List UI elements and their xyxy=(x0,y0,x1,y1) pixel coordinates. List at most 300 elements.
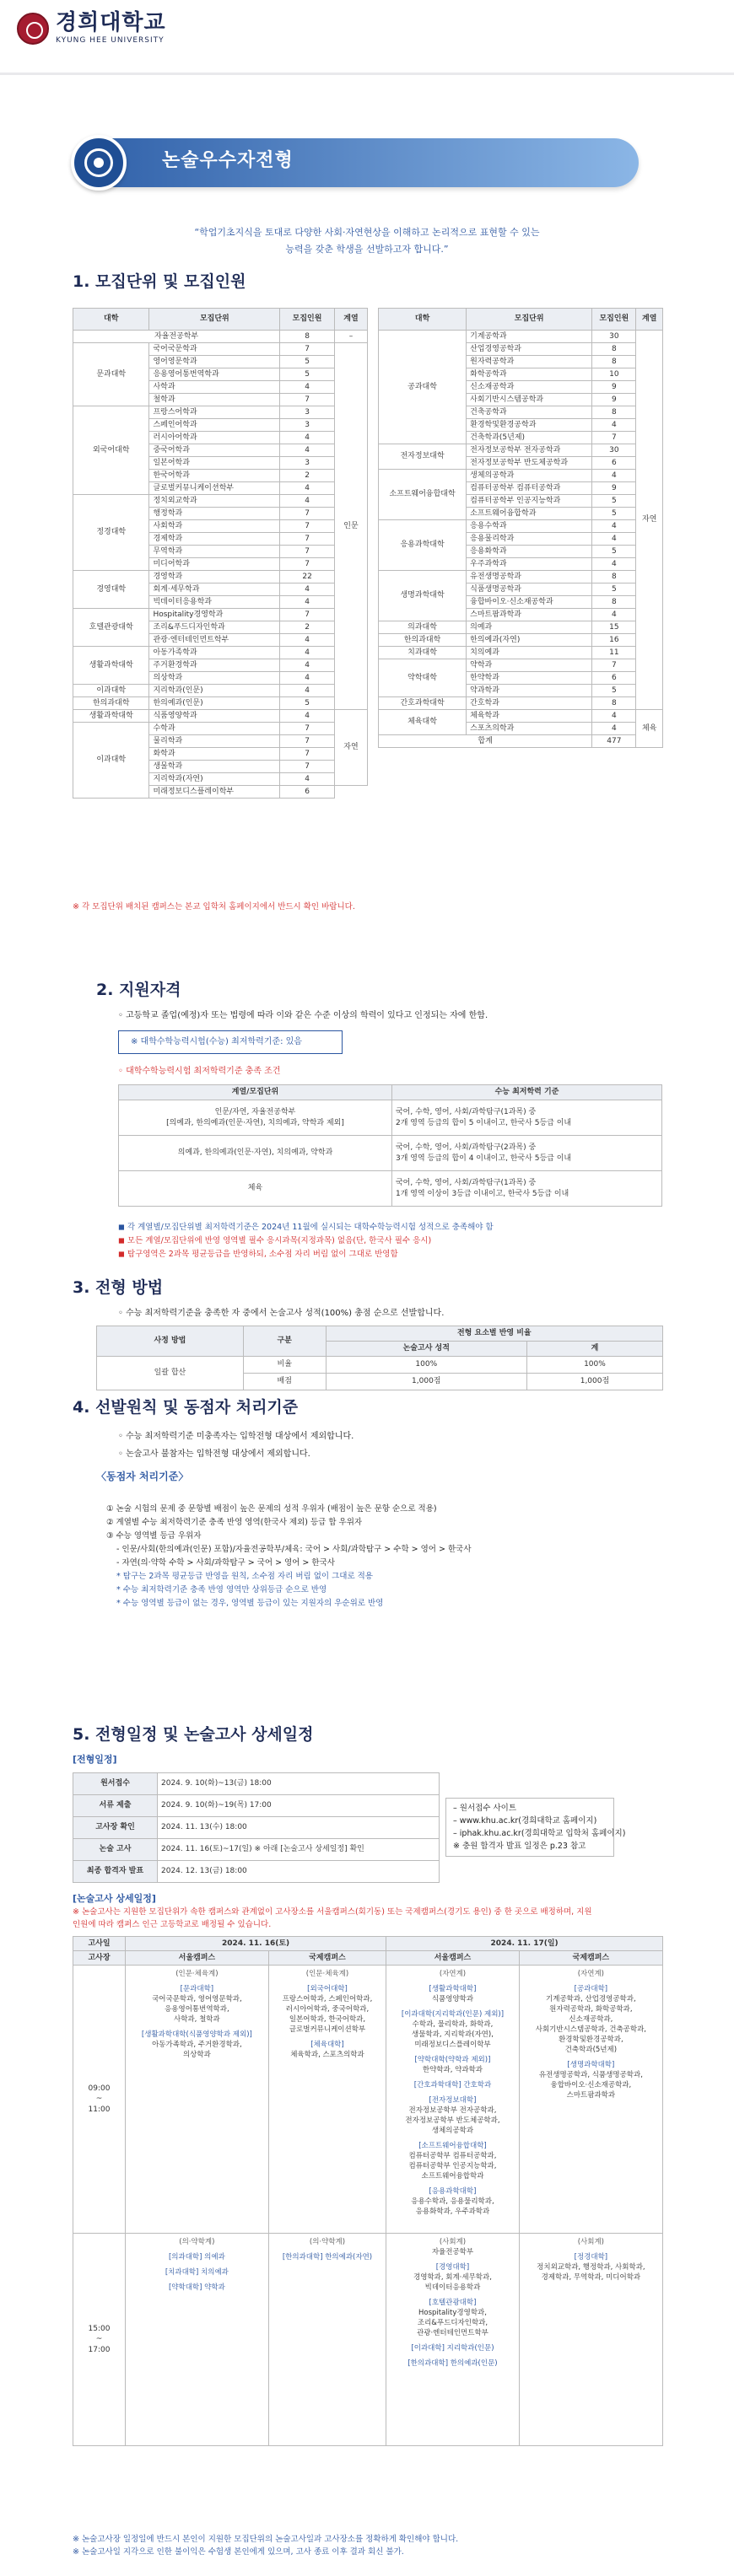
exam-room-line: [치과대학] 치의예과 xyxy=(165,2268,229,2277)
table-row xyxy=(73,1966,663,2234)
table-row xyxy=(97,1357,663,1374)
table-row xyxy=(379,697,663,710)
schedule-label: 서류 제출 xyxy=(73,1795,158,1817)
department-cell: 수학과 xyxy=(149,723,280,735)
quota-cell: 4 xyxy=(280,444,335,457)
exam-room-line: [이과대학(지리학과(인문) 제외)] xyxy=(401,2010,505,2019)
column-header: 대학 xyxy=(73,309,149,331)
quota-cell: 6 xyxy=(592,672,636,685)
quota-cell: 5 xyxy=(592,583,636,596)
time-cell: 15:00 ~ 17:00 xyxy=(73,2234,126,2446)
time-cell: 09:00 ~ 11:00 xyxy=(73,1966,126,2234)
exam-room-line: [간호과학대학] 간호학과 xyxy=(413,2081,492,2089)
table-row xyxy=(379,735,663,748)
table-row xyxy=(73,331,368,343)
column-header: 계 xyxy=(526,1342,662,1357)
quota-cell: 7 xyxy=(280,609,335,621)
tie-break-item: - 인문/사회(한의예과(인문) 포함)/자율전공학부/체육: 국어 > 사회/과학탐구 > 수학 > 영어 > 한국사 xyxy=(116,1545,472,1554)
quota-cell: 9 xyxy=(592,394,636,406)
exam-room-line: 식품영양학과 xyxy=(431,1995,474,2003)
department-cell: 컴퓨터공학부 인공지능학과 xyxy=(467,495,592,508)
quota-cell: 7 xyxy=(280,343,335,356)
department-cell: 조리&푸드디자인학과 xyxy=(149,621,280,634)
quota-cell: 7 xyxy=(280,558,335,571)
column-header: 모집인원 xyxy=(592,309,636,331)
exam-room-line: (자연계) xyxy=(439,1970,467,1978)
quota-cell: 8 xyxy=(280,331,335,343)
table-row xyxy=(73,710,368,723)
column-header: 서울캠퍼스 xyxy=(126,1951,269,1966)
quota-cell: 5 xyxy=(280,356,335,368)
exam-room-line: (의·약학계) xyxy=(309,2238,346,2246)
exam-room-cell xyxy=(519,1966,662,2234)
table-row xyxy=(379,647,663,659)
department-cell: 치의예과 xyxy=(467,647,592,659)
department-cell: 응용영어통번역학과 xyxy=(149,368,280,381)
tie-break-item: ② 계열별 수능 최저학력기준 충족 반영 영역(한국사 제외) 등급 합 우위자 xyxy=(106,1518,363,1527)
table-row xyxy=(379,444,663,457)
column-header: 논술고사 성적 xyxy=(326,1342,526,1357)
college-cell: 치과대학 xyxy=(379,647,467,659)
intro-line: 능력을 갖춘 학생을 선발하고자 합니다.” xyxy=(285,244,449,255)
department-cell: 의상학과 xyxy=(149,672,280,685)
department-cell: 영어영문학과 xyxy=(149,356,280,368)
value-cell: 100% xyxy=(526,1357,662,1374)
table-row xyxy=(379,621,663,634)
exam-room-line: (의·약학계) xyxy=(179,2238,215,2246)
department-cell: 한의예과(자연) xyxy=(467,634,592,647)
university-seal-icon xyxy=(17,13,49,45)
exam-room-line: 아동가족학과, 주거환경학과, 의상학과 xyxy=(152,2041,242,2059)
exam-room-line: [생명과학대학] xyxy=(567,2061,615,2069)
department-cell: 소프트웨어융합학과 xyxy=(467,508,592,520)
section-1-title: 1. 모집단위 및 모집인원 xyxy=(73,272,246,291)
exam-room-line: [약학대학(약학과 제외)] xyxy=(414,2056,491,2064)
tie-break-heading: 〈동점자 처리기준〉 xyxy=(96,1471,189,1482)
college-cell: 응용과학대학 xyxy=(379,520,467,571)
quota-cell: 8 xyxy=(592,571,636,583)
quota-cell: 7 xyxy=(592,659,636,672)
table-row xyxy=(73,1795,440,1817)
exam-room-cell xyxy=(126,1966,269,2234)
quota-cell: 4 xyxy=(592,710,636,723)
table-row xyxy=(73,697,368,710)
department-cell: 철학과 xyxy=(149,394,280,406)
department-cell: 국어국문학과 xyxy=(149,343,280,356)
exam-room-line: [정경대학] xyxy=(574,2253,608,2261)
exam-room-line: (사회계) xyxy=(439,2238,467,2246)
criteria-cell: 국어, 수학, 영어, 사회/과학탐구(2과목) 중 3개 영역 등급의 합이 4 이내이고, 한국사 5등급 이내 xyxy=(391,1136,661,1171)
department-cell: 사학과 xyxy=(149,381,280,394)
quota-cell: 7 xyxy=(280,394,335,406)
csat-note: ◼ 모든 계열/모집단위에 반영 영역별 필수 응시과목(지정과목) 없음(단, 한국사 필수 응시) xyxy=(118,1236,432,1245)
exam-room-line: 컴퓨터공학부 컴퓨터공학과, 컴퓨터공학부 인공지능학과, 소프트웨어융합학과 xyxy=(408,2152,497,2181)
department-cell: 생물학과 xyxy=(149,761,280,773)
csat-minimum-box: ※ 대학수학능력시험(수능) 최저학력기준: 있음 xyxy=(118,1030,343,1054)
table-row xyxy=(73,495,368,508)
section-2-title: 2. 지원자격 xyxy=(96,981,181,999)
quota-table-left xyxy=(73,308,368,799)
department-cell: 글로벌커뮤니케이션학부 xyxy=(149,482,280,495)
department-cell: 간호학과 xyxy=(467,697,592,710)
quota-cell: 5 xyxy=(592,546,636,558)
college-cell: 합계 xyxy=(379,735,592,748)
department-cell: 기계공학과 xyxy=(467,331,592,343)
department-cell: 응용물리학과 xyxy=(467,533,592,546)
table-header-row xyxy=(73,1951,663,1966)
quota-cell: 7 xyxy=(280,748,335,761)
department-cell: 약학과 xyxy=(467,659,592,672)
column-header: 국제캠퍼스 xyxy=(519,1951,662,1966)
quota-cell: 4 xyxy=(592,723,636,735)
college-cell: 이과대학 xyxy=(73,685,149,697)
exam-room-cell xyxy=(126,2234,269,2446)
quota-cell: 10 xyxy=(592,368,636,381)
exam-detail-heading: [논술고사 상세일정] xyxy=(73,1893,156,1904)
column-header: 2024. 11. 17(일) xyxy=(386,1937,663,1951)
quota-cell: 5 xyxy=(592,508,636,520)
table-row xyxy=(379,710,663,723)
department-cell: 식품생명공학과 xyxy=(467,583,592,596)
college-cell: 생명과학대학 xyxy=(379,571,467,621)
tie-break-remark: * 탐구는 2과목 평균등급 반영을 원칙, 소수점 자리 버림 없이 그대로 적용 xyxy=(116,1572,373,1581)
title-banner xyxy=(73,138,639,187)
college-cell: 생활과학대학 xyxy=(73,710,149,723)
schedule-label: 논술 고사 xyxy=(73,1839,158,1861)
college-cell: 생활과학대학 xyxy=(73,647,149,685)
quota-cell: 4 xyxy=(592,419,636,432)
table-row xyxy=(73,2234,663,2446)
quota-cell: 4 xyxy=(280,432,335,444)
track-cell: 체육 xyxy=(636,710,663,748)
tie-break-remark: * 수능 최저학력기준 충족 반영 영역만 상위등급 순으로 반영 xyxy=(116,1585,327,1595)
department-cell: 경영학과 xyxy=(149,571,280,583)
exam-room-line: [이과대학] 지리학과(인문) xyxy=(411,2344,494,2353)
criteria-cell: 국어, 수학, 영어, 사회/과학탐구(1과목) 중 2개 영역 등급의 합이 5 이내이고, 한국사 5등급 이내 xyxy=(391,1100,661,1136)
track-cell: 자연 xyxy=(636,331,663,710)
quota-cell: 4 xyxy=(592,520,636,533)
value-cell: 1,000점 xyxy=(526,1374,662,1390)
department-cell: 생체의공학과 xyxy=(467,470,592,482)
college-cell: 약학대학 xyxy=(379,659,467,697)
lion-icon xyxy=(84,148,113,177)
department-cell: 응용수학과 xyxy=(467,520,592,533)
header-divider xyxy=(0,73,734,75)
value-cell: 100% xyxy=(326,1357,526,1374)
logo-english: KYUNG HEE UNIVERSITY xyxy=(56,36,165,45)
eligibility-text: ◦ 고등학교 졸업(예정)자 또는 법령에 따라 이와 같은 수준 이상의 학력이 있다고 인정되는 자에 한함. xyxy=(118,1011,488,1020)
department-cell: 약과학과 xyxy=(467,685,592,697)
exam-room-line: [체육대학] xyxy=(310,2041,344,2049)
department-cell: 러시아어학과 xyxy=(149,432,280,444)
quota-cell: 4 xyxy=(280,773,335,786)
exam-room-line: [한의과대학] 한의예과(인문) xyxy=(407,2359,498,2368)
university-logo[interactable] xyxy=(17,12,166,46)
department-cell: 물리학과 xyxy=(149,735,280,748)
college-cell: 정경대학 xyxy=(73,495,149,571)
exam-footnote: ※ 논술고사장 일정일에 반드시 본인이 지원한 모집단위의 논술고사일과 고사장소를 정확하게 확인해야 합니다. xyxy=(73,2535,459,2544)
department-cell: 전자정보공학부 전자공학과 xyxy=(467,444,592,457)
exam-room-cell xyxy=(386,1966,520,2234)
quota-cell: 6 xyxy=(592,457,636,470)
table-row xyxy=(73,1817,440,1839)
exam-room-line: (자연계) xyxy=(577,1970,604,1978)
department-cell: 사회학과 xyxy=(149,520,280,533)
track-cell: 체육 xyxy=(119,1171,392,1207)
quota-cell: 7 xyxy=(280,508,335,520)
csat-note: ◼ 탐구영역은 2과목 평균등급을 반영하되, 소수점 자리 버림 없이 그대로 반영함 xyxy=(118,1250,398,1259)
track-cell: 인문 xyxy=(334,343,367,710)
department-cell: 건축학과(5년제) xyxy=(467,432,592,444)
quota-cell: 4 xyxy=(592,558,636,571)
department-cell: 중국어학과 xyxy=(149,444,280,457)
logo-korean: 경희대학교 xyxy=(56,10,166,35)
table-row xyxy=(73,1861,440,1883)
department-cell: Hospitality경영학과 xyxy=(149,609,280,621)
exam-room-cell xyxy=(268,2234,386,2446)
column-header: 사정 방법 xyxy=(97,1326,244,1357)
department-cell: 회계·세무학과 xyxy=(149,583,280,596)
track-cell: – xyxy=(334,331,367,343)
college-cell: 경영대학 xyxy=(73,571,149,609)
quota-cell: 4 xyxy=(280,583,335,596)
department-cell: 무역학과 xyxy=(149,546,280,558)
section-4-title: 4. 선발원칙 및 동점자 처리기준 xyxy=(73,1398,299,1417)
selection-method-text: ◦ 수능 최저학력기준을 충족한 자 중에서 논술고사 성적(100%) 총점 순으로 선발합니다. xyxy=(118,1309,445,1318)
exam-room-line: Hospitality경영학과, 조리&푸드디자인학과, 관광·엔터테인먼트학부 xyxy=(417,2309,488,2337)
department-cell: 건축공학과 xyxy=(467,406,592,419)
exam-room-cell xyxy=(268,1966,386,2234)
exam-room-line: 전자정보공학부 전자공학과, 전자정보공학부 반도체공학과, 생체의공학과 xyxy=(405,2106,500,2135)
exam-room-line: (인문·체육계) xyxy=(305,1970,349,1978)
column-header: 대학 xyxy=(379,309,467,331)
department-cell: 지리학과(인문) xyxy=(149,685,280,697)
department-cell: 미디어학과 xyxy=(149,558,280,571)
exam-room-cell xyxy=(386,2234,520,2446)
quota-cell: 4 xyxy=(280,381,335,394)
table-row xyxy=(379,520,663,533)
quota-cell: 4 xyxy=(280,685,335,697)
table-row xyxy=(119,1171,662,1207)
schedule-value: 2024. 11. 13(수) 18:00 xyxy=(158,1817,440,1839)
quota-cell: 4 xyxy=(592,470,636,482)
college-cell: 체육대학 xyxy=(379,710,467,735)
schedule-value: 2024. 12. 13(금) 18:00 xyxy=(158,1861,440,1883)
exam-footnotes xyxy=(73,2533,458,2558)
quota-cell: 8 xyxy=(592,596,636,609)
quota-cell: 5 xyxy=(592,685,636,697)
column-header: 서울캠퍼스 xyxy=(386,1951,520,1966)
quota-cell: 4 xyxy=(280,647,335,659)
department-cell: 산업경영공학과 xyxy=(467,343,592,356)
department-cell: 화학과 xyxy=(149,748,280,761)
track-cell: 자연 xyxy=(334,710,367,786)
department-cell: 우주과학과 xyxy=(467,558,592,571)
csat-notes xyxy=(118,1221,494,1261)
column-header: 수능 최저학력 기준 xyxy=(391,1085,661,1100)
exam-room-line: [호텔관광대학] xyxy=(429,2299,477,2307)
department-cell: 관광·엔터테인먼트학부 xyxy=(149,634,280,647)
exam-room-line: [의과대학] 의예과 xyxy=(168,2253,225,2261)
department-cell: 컴퓨터공학부 컴퓨터공학과 xyxy=(467,482,592,495)
application-site-line: ※ 충원 합격자 발표 일정은 p.23 참고 xyxy=(453,1842,586,1851)
intro-quote xyxy=(127,224,607,258)
college-cell: 전자정보대학 xyxy=(379,444,467,470)
quota-cell: 16 xyxy=(592,634,636,647)
quota-cell: 3 xyxy=(280,457,335,470)
column-header: 계열 xyxy=(636,309,663,331)
schedule-value: 2024. 9. 10(화)~13(금) 18:00 xyxy=(158,1773,440,1795)
rule-text-1: ◦ 수능 최저학력기준 미충족자는 입학전형 대상에서 제외합니다. xyxy=(118,1432,354,1441)
tie-break-item: ③ 수능 영역별 등급 우위자 xyxy=(106,1531,202,1541)
exam-room-line: [약학대학] 약학과 xyxy=(168,2283,225,2292)
schedule-value: 2024. 9. 10(화)~19(목) 17:00 xyxy=(158,1795,440,1817)
column-header: 고사장 xyxy=(73,1951,126,1966)
quota-cell: 30 xyxy=(592,444,636,457)
department-cell: 경제학과 xyxy=(149,533,280,546)
exam-room-line: [전자정보대학] xyxy=(429,2096,477,2105)
schedule-label: 최종 합격자 발표 xyxy=(73,1861,158,1883)
column-header: 모집단위 xyxy=(149,309,280,331)
application-site-line: – iphak.khu.ac.kr(경희대학교 입학처 홈페이지) xyxy=(453,1829,626,1838)
quota-cell: 7 xyxy=(280,546,335,558)
department-cell: 빅데이터응용학과 xyxy=(149,596,280,609)
quota-cell: 4 xyxy=(592,533,636,546)
column-header: 구분 xyxy=(243,1326,326,1357)
exam-room-line: [응용과학대학] xyxy=(429,2187,477,2196)
column-header: 모집인원 xyxy=(280,309,335,331)
college-cell: 소프트웨어융합대학 xyxy=(379,470,467,520)
department-cell: 체육학과 xyxy=(467,710,592,723)
exam-room-line: 수학과, 물리학과, 화학과, 생물학과, 지리학과(자연), 미래정보디스플레이학부 xyxy=(412,2020,494,2049)
quota-cell: 2 xyxy=(280,470,335,482)
column-header: 계열/모집단위 xyxy=(119,1085,392,1100)
table-row xyxy=(73,685,368,697)
table-row xyxy=(379,659,663,672)
tie-break-list xyxy=(106,1503,472,1611)
quota-cell: 7 xyxy=(280,723,335,735)
quota-cell: 4 xyxy=(280,659,335,672)
department-cell: 정치외교학과 xyxy=(149,495,280,508)
schedule-value: 2024. 11. 16(토)~17(일) ※ 아래 [논술고사 상세일정] 확인 xyxy=(158,1839,440,1861)
quota-cell: 11 xyxy=(592,647,636,659)
exam-room-line: [외국어대학] xyxy=(307,1985,348,1993)
quota-cell: 4 xyxy=(280,634,335,647)
department-cell: 행정학과 xyxy=(149,508,280,520)
quota-cell: 9 xyxy=(592,482,636,495)
quota-cell: 15 xyxy=(592,621,636,634)
intro-line: “학업기초지식을 토대로 다양한 사회·자연현상을 이해하고 논리적으로 표현할 수 있는 xyxy=(194,227,540,238)
column-header: 전형 요소별 반영 비율 xyxy=(326,1326,662,1342)
table-row xyxy=(119,1136,662,1171)
exam-detail-table xyxy=(73,1936,663,2446)
quota-cell: 7 xyxy=(592,432,636,444)
quota-cell: 9 xyxy=(592,381,636,394)
quota-table-right xyxy=(378,308,663,748)
tie-break-item: - 자연(의·약학 수학 > 사회/과학탐구 > 국어 > 영어 > 한국사 xyxy=(116,1558,335,1568)
quota-cell: 7 xyxy=(280,520,335,533)
department-cell: 유전생명공학과 xyxy=(467,571,592,583)
table-row xyxy=(379,470,663,482)
schedule-heading: [전형일정] xyxy=(73,1754,117,1765)
department-cell: 응용화학과 xyxy=(467,546,592,558)
exam-room-line: 기계공학과, 산업경영공학과, 원자력공학과, 화학공학과, 신소재공학과, 사회기반시스템공학과, 건축공학과, 환경학및환경공학과, 건축학과(5년제) xyxy=(535,1995,647,2054)
college-cell: 한의과대학 xyxy=(379,634,467,647)
page-title: 논술우수자전형 xyxy=(162,150,294,171)
quota-cell: 22 xyxy=(280,571,335,583)
quota-cell: 5 xyxy=(280,697,335,710)
department-cell: 아동가족학과 xyxy=(149,647,280,659)
column-header: 계열 xyxy=(334,309,367,331)
exam-venue-note-2: 인원에 따라 캠퍼스 인근 고등학교로 배정될 수 있습니다. xyxy=(73,1920,272,1929)
table-header-row xyxy=(97,1326,663,1342)
college-cell: 공과대학 xyxy=(379,331,467,444)
quota-cell: 4 xyxy=(280,495,335,508)
quota-cell: 8 xyxy=(592,406,636,419)
selection-method-table xyxy=(96,1326,663,1390)
column-header: 2024. 11. 16(토) xyxy=(126,1937,386,1951)
exam-room-cell xyxy=(519,2234,662,2446)
quota-cell: 4 xyxy=(280,596,335,609)
quota-cell: 477 xyxy=(592,735,636,748)
exam-room-line: 국어국문학과, 영어영문학과, 응용영어통번역학과, 사학과, 철학과 xyxy=(152,1995,242,2024)
department-cell: 전자정보공학부 반도체공학과 xyxy=(467,457,592,470)
department-cell: 스마트팜과학과 xyxy=(467,609,592,621)
table-row xyxy=(73,1839,440,1861)
exam-room-line: [생활과학대학] xyxy=(429,1985,477,1993)
application-site-line: – 원서접수 사이트 xyxy=(453,1804,517,1813)
quota-cell: 3 xyxy=(280,406,335,419)
quota-cell: 7 xyxy=(280,533,335,546)
value-cell: 비율 xyxy=(243,1357,326,1374)
department-cell: 스포츠의학과 xyxy=(467,723,592,735)
table-header-row xyxy=(73,309,368,331)
college-cell: 의과대학 xyxy=(379,621,467,634)
department-cell: 원자력공학과 xyxy=(467,356,592,368)
schedule-table xyxy=(73,1772,440,1883)
quota-cell: 8 xyxy=(592,356,636,368)
exam-venue-note-1: ※ 논술고사는 지원한 모집단위가 속한 캠퍼스와 관계없이 고사장소를 서울캠퍼스(회기동) 또는 국제캠퍼스(경기도 용인) 중 한 곳으로 배정하며, 지원 xyxy=(73,1907,592,1917)
application-site-box xyxy=(445,1798,626,1857)
college-cell: 호텔관광대학 xyxy=(73,609,149,647)
exam-room-line: (인문·체육계) xyxy=(175,1970,219,1978)
table-row xyxy=(73,723,368,735)
method-cell: 일괄 합산 xyxy=(97,1357,244,1390)
table-row xyxy=(73,343,368,356)
section-5-title: 5. 전형일정 및 논술고사 상세일정 xyxy=(73,1725,314,1744)
college-cell: 간호과학대학 xyxy=(379,697,467,710)
quota-cell: 6 xyxy=(280,786,335,799)
department-cell: 한국어학과 xyxy=(149,470,280,482)
value-cell: 1,000점 xyxy=(326,1374,526,1390)
quota-cell: 7 xyxy=(280,761,335,773)
value-cell: 배점 xyxy=(243,1374,326,1390)
college-cell: 이과대학 xyxy=(73,723,149,799)
banner-emblem xyxy=(71,135,127,191)
exam-room-line: [경영대학] xyxy=(435,2263,470,2272)
column-header: 모집단위 xyxy=(467,309,592,331)
csat-condition-label: ◦ 대학수학능력시험 최저학력기준 충족 조건 xyxy=(118,1067,281,1076)
tie-break-item: ① 논술 시험의 문제 중 문항별 배점이 높은 문제의 성적 우위자 (배점이 높은 문항 순으로 적용) xyxy=(106,1504,437,1514)
application-site-line: – www.khu.ac.kr(경희대학교 홈페이지) xyxy=(453,1816,597,1826)
exam-room-line: [생활과학대학(식품영양학과 제외)] xyxy=(141,2030,252,2039)
column-header: 고사일 xyxy=(73,1937,126,1951)
exam-room-line: [한의과대학] 한의예과(자연) xyxy=(282,2253,373,2261)
department-cell: 신소재공학과 xyxy=(467,381,592,394)
table-header-row xyxy=(73,1937,663,1951)
department-cell: 한약학과 xyxy=(467,672,592,685)
rule-text-2: ◦ 논술고사 불참자는 입학전형 대상에서 제외합니다. xyxy=(118,1449,310,1459)
